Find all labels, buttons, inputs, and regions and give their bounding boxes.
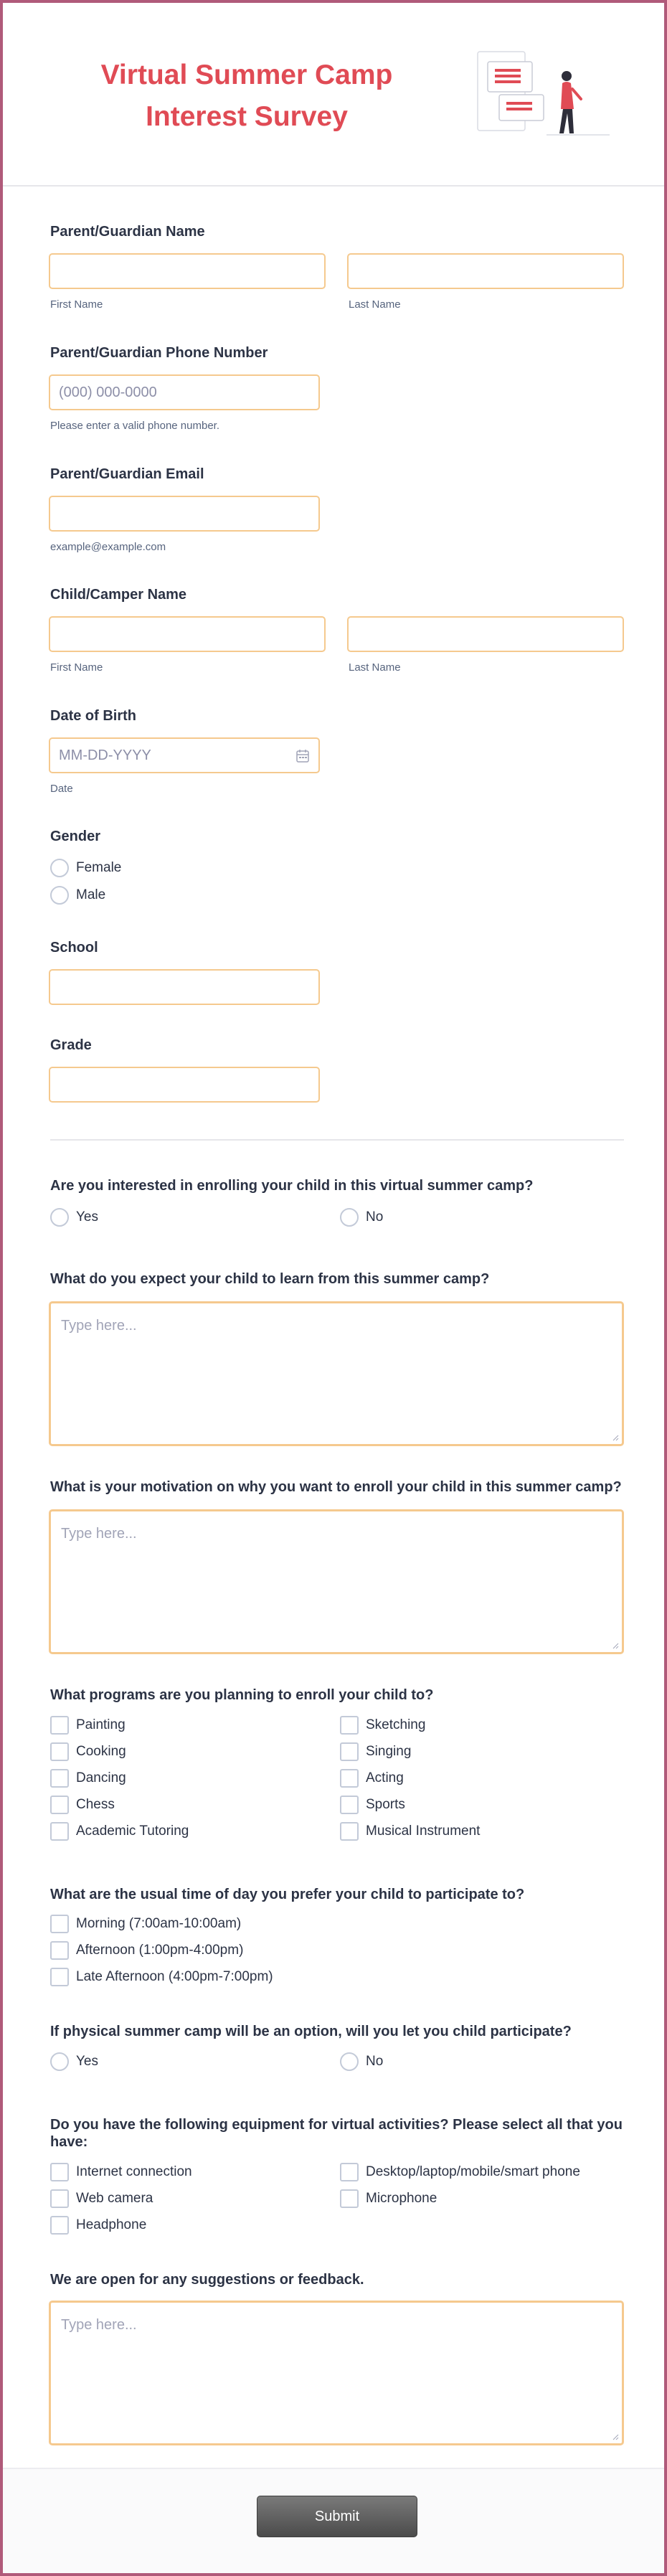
equipment-question-line1: Do you have the following equipment for virtual activities? Please select all that you (50, 2117, 623, 2133)
feedback-textarea[interactable] (49, 2301, 624, 2445)
physical-option-label: Yes (76, 2054, 98, 2069)
grade-input[interactable] (49, 1067, 320, 1103)
equipment-option-headphone[interactable] (50, 2214, 146, 2236)
radio-button[interactable] (50, 2052, 69, 2071)
parent-first-name-input[interactable] (49, 253, 326, 289)
gender-label: Gender (50, 829, 101, 844)
program-option-cooking[interactable] (50, 1741, 126, 1763)
checkbox[interactable] (50, 1941, 69, 1960)
physical-option-yes[interactable] (50, 2051, 98, 2072)
physical-option-label: No (366, 2054, 384, 2069)
program-option-musical-instrument[interactable] (340, 1821, 480, 1842)
radio-button[interactable] (50, 886, 69, 905)
interest-option-no[interactable] (340, 1207, 383, 1228)
parent-phone-placeholder: (000) 000-0000 (59, 384, 157, 400)
resize-handle-icon[interactable] (612, 1642, 619, 1649)
survey-illustration-icon (473, 47, 617, 142)
checkbox[interactable] (340, 2163, 359, 2181)
equipment-question-line2: have: (50, 2134, 88, 2150)
child-last-name-sublabel: Last Name (349, 661, 401, 674)
program-option-label: Academic Tutoring (76, 1824, 189, 1839)
programs-question-label: What programs are you planning to enroll your child to? (50, 1687, 434, 1703)
school-input[interactable] (49, 969, 320, 1005)
radio-button[interactable] (340, 2052, 359, 2071)
time-question-label: What are the usual time of day you prefer your child to participate to? (50, 1887, 525, 1902)
form-header (3, 3, 664, 187)
dob-sublabel: Date (50, 783, 73, 795)
program-option-label: Dancing (76, 1770, 126, 1785)
checkbox[interactable] (50, 1742, 69, 1761)
program-option-acting[interactable] (340, 1768, 404, 1789)
program-option-label: Musical Instrument (366, 1824, 481, 1839)
interest-option-label: No (366, 1209, 384, 1225)
motivation-textarea[interactable] (49, 1509, 624, 1654)
program-option-label: Cooking (76, 1744, 126, 1759)
equipment-option-webcam[interactable] (50, 2188, 153, 2209)
time-option-morning[interactable] (50, 1913, 241, 1935)
radio-button[interactable] (340, 1208, 359, 1227)
checkbox[interactable] (50, 2163, 69, 2181)
parent-last-name-sublabel: Last Name (349, 298, 401, 311)
checkbox[interactable] (50, 2216, 69, 2235)
child-first-name-sublabel: First Name (50, 661, 103, 674)
equipment-option-label: Microphone (366, 2191, 437, 2206)
gender-option-female[interactable] (50, 857, 121, 879)
equipment-option-device[interactable] (340, 2161, 580, 2183)
dob-label: Date of Birth (50, 708, 136, 724)
program-option-label: Singing (366, 1744, 412, 1759)
parent-last-name-input[interactable] (347, 253, 624, 289)
equipment-option-label: Internet connection (76, 2164, 192, 2179)
parent-email-sublabel: example@example.com (50, 541, 166, 553)
dob-input[interactable] (49, 737, 320, 773)
time-option-afternoon[interactable] (50, 1940, 243, 1961)
school-label: School (50, 940, 98, 956)
program-option-label: Chess (76, 1797, 115, 1812)
gender-option-label: Female (76, 860, 122, 875)
grade-label: Grade (50, 1037, 92, 1053)
checkbox[interactable] (340, 1769, 359, 1788)
program-option-label: Acting (366, 1770, 404, 1785)
time-option-label: Afternoon (1:00pm-4:00pm) (76, 1943, 244, 1958)
expect-textarea[interactable] (49, 1301, 624, 1446)
resize-handle-icon[interactable] (612, 2433, 619, 2440)
physical-question-label: If physical summer camp will be an option, will you let you child participate? (50, 2024, 572, 2039)
program-option-dancing[interactable] (50, 1768, 126, 1789)
checkbox[interactable] (50, 1716, 69, 1735)
time-option-label: Late Afternoon (4:00pm-7:00pm) (76, 1969, 273, 1984)
interest-option-label: Yes (76, 1209, 98, 1225)
submit-button[interactable]: Submit (257, 2496, 417, 2537)
radio-button[interactable] (50, 859, 69, 877)
program-option-painting[interactable] (50, 1714, 126, 1736)
motivation-question-label: What is your motivation on why you want to enroll your child in this summer camp? (50, 1479, 622, 1495)
feedback-placeholder: Type here... (61, 2317, 137, 2333)
physical-option-no[interactable] (340, 2051, 383, 2072)
expect-question-label: What do you expect your child to learn from this summer camp? (50, 1271, 490, 1287)
expect-placeholder: Type here... (61, 1318, 137, 1334)
checkbox[interactable] (340, 1742, 359, 1761)
program-option-singing[interactable] (340, 1741, 411, 1763)
form-title-line2: Interest Survey (146, 101, 348, 132)
equipment-option-internet[interactable] (50, 2161, 192, 2183)
radio-button[interactable] (50, 1208, 69, 1227)
dob-placeholder: MM-DD-YYYY (59, 747, 151, 763)
time-option-label: Morning (7:00am-10:00am) (76, 1916, 242, 1931)
checkbox[interactable] (340, 1796, 359, 1814)
child-last-name-input[interactable] (347, 616, 624, 652)
parent-name-label: Parent/Guardian Name (50, 224, 205, 240)
child-name-label: Child/Camper Name (50, 587, 187, 603)
checkbox[interactable] (340, 1716, 359, 1735)
interest-question-label: Are you interested in enrolling your child in this virtual summer camp? (50, 1178, 534, 1194)
program-option-academic-tutoring[interactable] (50, 1821, 189, 1842)
program-option-label: Painting (76, 1717, 126, 1732)
checkbox[interactable] (50, 1915, 69, 1933)
form-title (67, 55, 426, 138)
parent-phone-sublabel: Please enter a valid phone number. (50, 420, 219, 432)
equipment-option-microphone[interactable] (340, 2188, 437, 2209)
checkbox[interactable] (50, 1769, 69, 1788)
parent-email-label: Parent/Guardian Email (50, 466, 204, 482)
program-option-label: Sketching (366, 1717, 426, 1732)
checkbox[interactable] (50, 1822, 69, 1841)
checkbox[interactable] (340, 2189, 359, 2208)
feedback-question-label: We are open for any suggestions or feedback. (50, 2272, 364, 2288)
parent-phone-input[interactable] (49, 374, 320, 410)
equipment-option-label: Headphone (76, 2217, 147, 2232)
gender-option-label: Male (76, 887, 106, 902)
parent-phone-label: Parent/Guardian Phone Number (50, 345, 268, 361)
checkbox[interactable] (50, 2189, 69, 2208)
program-option-sports[interactable] (340, 1794, 405, 1816)
program-option-chess[interactable] (50, 1794, 115, 1816)
equipment-question-label (50, 2116, 623, 2151)
resize-handle-icon[interactable] (612, 1434, 619, 1441)
gender-option-male[interactable] (50, 884, 105, 906)
equipment-option-label: Desktop/laptop/mobile/smart phone (366, 2164, 580, 2179)
parent-email-input[interactable] (49, 496, 320, 532)
section-divider (50, 1139, 624, 1141)
calendar-icon[interactable] (295, 749, 310, 763)
checkbox[interactable] (340, 1822, 359, 1841)
program-option-sketching[interactable] (340, 1714, 425, 1736)
interest-option-yes[interactable] (50, 1207, 98, 1228)
child-first-name-input[interactable] (49, 616, 326, 652)
motivation-placeholder: Type here... (61, 1526, 137, 1542)
program-option-label: Sports (366, 1797, 405, 1812)
time-option-late-afternoon[interactable] (50, 1966, 273, 1988)
equipment-option-label: Web camera (76, 2191, 153, 2206)
parent-first-name-sublabel: First Name (50, 298, 103, 311)
form-title-line1: Virtual Summer Camp (100, 60, 393, 90)
checkbox[interactable] (50, 1796, 69, 1814)
checkbox[interactable] (50, 1968, 69, 1986)
